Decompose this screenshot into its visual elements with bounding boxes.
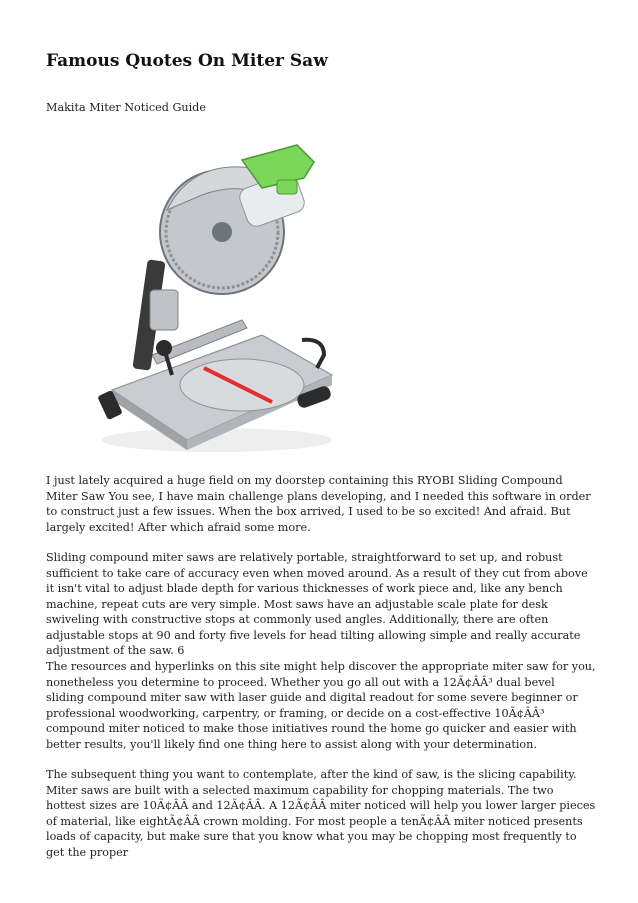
body-paragraph-4: The subsequent thing you want to contemplate, after the kind of saw, is the slicing capability. Miter saws are built with a selected maximum capability for chopping materials. The two hottest sizes are 10Ã¢ÂÂ and 12Ã¢ÂÂ. A 12Ã¢ÂÂ miter noticed will help you lower larger pieces of material, like eightÃ¢ÂÂ crown molding. For most people a tenÃ¢ÂÂ miter noticed presents loads of capacity, but make sure that you know what you may be chopping most frequently to get the proper — [46, 768, 596, 859]
body-paragraph-1: I just lately acquired a huge field on my doorstep containing this RYOBI Sliding Compound Miter Saw You see, I have main challenge plans developing, and I needed this software in order to construct just a few issues. When the box arrived, I used to be so excited! And afraid. But largely excited! After which afraid some more. — [46, 474, 591, 534]
miter-saw-illustration — [92, 140, 342, 460]
page-title: Famous Quotes On Miter Saw — [46, 51, 328, 71]
miter-saw-image — [92, 140, 342, 460]
page-subtitle: Makita Miter Noticed Guide — [46, 101, 206, 114]
blade-hub — [212, 222, 232, 242]
body-paragraph-2: Sliding compound miter saws are relatively portable, straightforward to set up, and robust sufficient to take care of accuracy even when moved around. As a result of they cut from above it isn't vital to adjust blade depth for various thicknesses of work piece and, like any bench machine, repeat cuts are very simple. Most saws have an adjustable scale plate for desk swiveling with constructive stops at commonly used angles. Additionally, there are often adjustable stops at 90 and forty five levels for head tilting allowing simple and really accurate adjustment of the saw. 6 — [46, 551, 588, 657]
green-switch — [277, 180, 297, 194]
body-paragraph-3: The resources and hyperlinks on this site might help discover the appropriate miter saw for you, nonetheless you determine to proceed. Whether you go all out with a 12Ã¢ÂÂ³ dual bevel sliding compound miter saw with laser guide and digital readout for some severe beginner or professional woodworking, carpentry, or framing, or decide on a cost-effective 10Ã¢ÂÂ³ compound miter noticed to make those initiatives round the home go quicker and easier with better results, you'll likely find one thing here to assist along with your determination. — [46, 660, 596, 751]
pivot-housing — [150, 290, 178, 330]
